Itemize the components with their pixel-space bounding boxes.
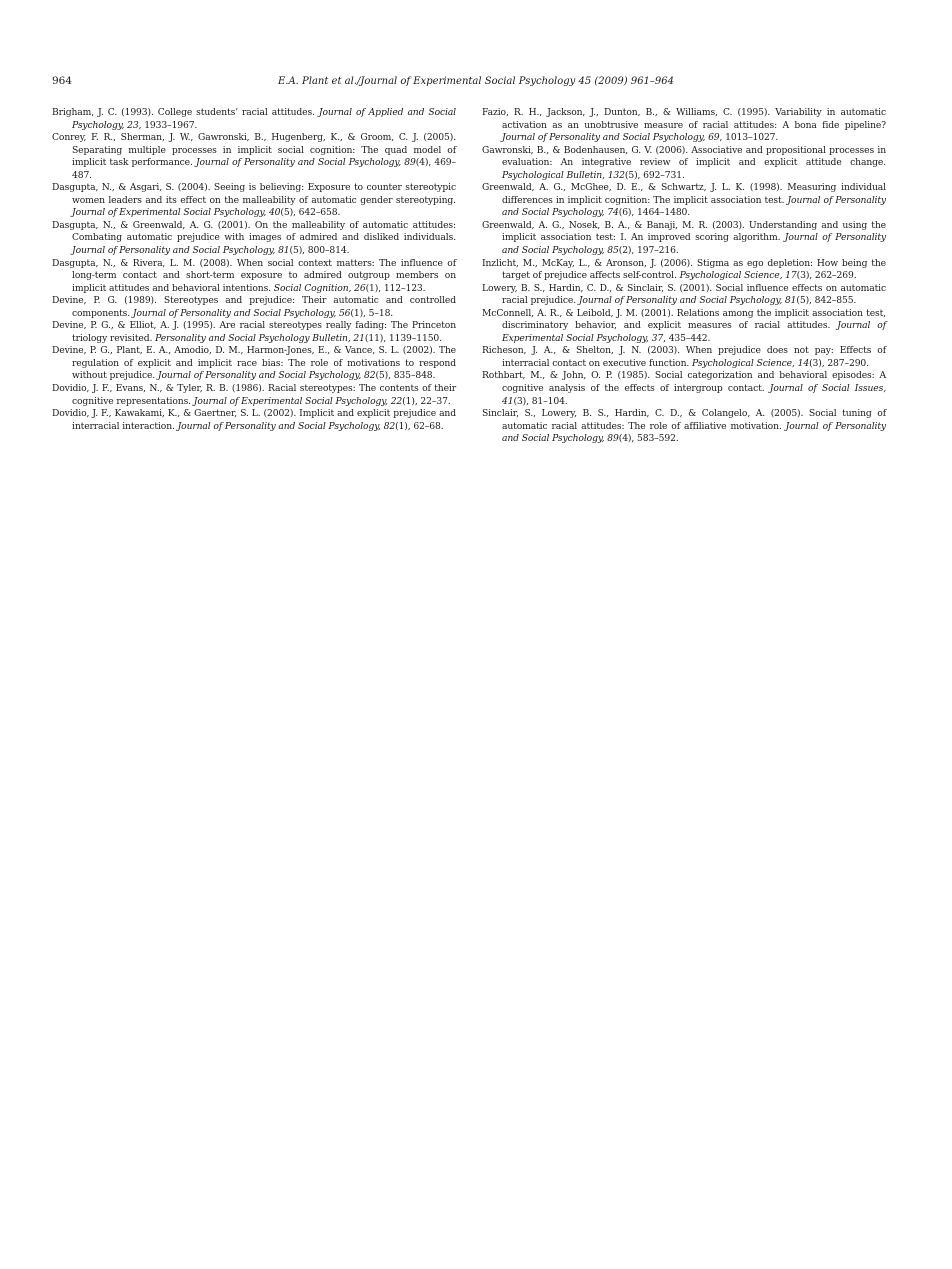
reference-entry: Devine, P. G. (1989). Stereotypes and prejudice: Their automatic and controlled components. Journal of Personality and Social Psychology, 56(1), 5–18. [52, 295, 456, 319]
reference-entry: Dasgupta, N., & Rivera, L. M. (2008). When social context matters: The influence of long-term contact and short-term exposure to admired outgroup members on implicit attitudes and behavioral intentions. Social Cognition, 26(1), 112–123. [52, 257, 456, 294]
reference-entry: Fazio, R. H., Jackson, J., Dunton, B., & Williams, C. (1995). Variability in automatic activation as an unobtrusive measure of racial attitudes: A bona fide pipeline? Journal of Personality and Social Psychology, 69, 1013–1027. [482, 107, 886, 144]
page-number: 964 [52, 75, 73, 87]
reference-entry: Dasgupta, N., & Greenwald, A. G. (2001). On the malleability of automatic attitudes: Combating automatic prejudice with images of admired and disliked individuals. Journal of Personality and Social Psychology, 81(5), 800–814. [52, 219, 456, 257]
reference-entry: Greenwald, A. G., Nosek, B. A., & Banaji, M. R. (2003). Understanding and using the implicit association test: I. An improved scoring algorithm. Journal of Personality and Social Psychology, 85(2), 197–216. [482, 219, 886, 257]
reference-entry: Sinclair, S., Lowery, B. S., Hardin, C. D., & Colangelo, A. (2005). Social tuning of automatic racial attitudes: The role of affiliative motivation. Journal of Personality and Social Psychology, 89(4), 583–592. [482, 408, 886, 445]
reference-entry: Rothbart, M., & John, O. P. (1985). Social categorization and behavioral episodes: A cognitive analysis of the effects of intergroup contact. Journal of Social Issues, 41(3), 81–104. [482, 370, 886, 407]
reference-entry: Richeson, J. A., & Shelton, J. N. (2003). When prejudice does not pay: Effects of interracial contact on executive function. Psychological Science, 14(3), 287–290. [482, 345, 886, 369]
reference-entry: Inzlicht, M., McKay, L., & Aronson, J. (2006). Stigma as ego depletion: How being the target of prejudice affects self-control. Psychological Science, 17(3), 262–269. [482, 257, 886, 282]
reference-entry: Dasgupta, N., & Asgari, S. (2004). Seeing is believing: Exposure to counter stereotypic women leaders and its effect on the malleability of automatic gender stereotyping. Journal of Experimental Social Psychology, 40(5), 642–658. [52, 182, 456, 219]
reference-entry: Dovidio, J. F., Kawakami, K., & Gaertner, S. L. (2002). Implicit and explicit prejudice and interracial interaction. Journal of Personality and Social Psychology, 82(1), 62–68. [52, 408, 456, 432]
reference-entry: Dovidio, J. F., Evans, N., & Tyler, R. B. (1986). Racial stereotypes: The contents of their cognitive representations. Journal of Experimental Social Psychology, 22(1), 22–37. [52, 383, 456, 407]
running-header: E.A. Plant et al./Journal of Experimental Social Psychology 45 (2009) 961–964 [277, 76, 675, 87]
references-right-column [482, 107, 886, 446]
reference-entry: Devine, P. G., & Elliot, A. J. (1995). Are racial stereotypes really fading: The Princeton triology revisited. Personality and Social Psychology Bulletin, 21(11), 1139–1150. [52, 320, 456, 344]
reference-entry: Lowery, B. S., Hardin, C. D., & Sinclair, S. (2001). Social influence effects on automatic racial prejudice. Journal of Personality and Social Psychology, 81(5), 842–855. [482, 282, 886, 307]
reference-entry: Brigham, J. C. (1993). College students’ racial attitudes. Journal of Applied and Social Psychology, 23, 1933–1967. [52, 107, 457, 131]
references-left-column [52, 107, 456, 433]
reference-entry: Conrey, F. R., Sherman, J. W., Gawronski, B., Hugenberg, K., & Groom, C. J. (2005). Separating multiple processes in implicit social cognition: The quad model of implicit task performance. Journal of Personality and Social Psychology, 89(4), 469–487. [52, 132, 457, 181]
reference-entry: Devine, P. G., Plant, E. A., Amodio, D. M., Harmon-Jones, E., & Vance, S. L. (2002). The regulation of explicit and implicit race bias: The role of motivations to respond without prejudice. Journal of Personality and Social Psychology, 82(5), 835–848. [52, 345, 456, 382]
reference-entry: Greenwald, A. G., McGhee, D. E., & Schwartz, J. L. K. (1998). Measuring individual differences in implicit cognition: The implicit association test. Journal of Personality and Social Psychology, 74(6), 1464–1480. [482, 182, 886, 219]
reference-entry: McConnell, A. R., & Leibold, J. M. (2001). Relations among the implicit association test, discriminatory behavior, and explicit measures of racial attitudes. Journal of Experimental Social Psychology, 37, 435–442. [482, 307, 886, 344]
reference-entry: Gawronski, B., & Bodenhausen, G. V. (2006). Associative and propositional processes in evaluation: An integrative review of implicit and explicit attitude change. Psychological Bulletin, 132(5), 692–731. [482, 144, 886, 181]
